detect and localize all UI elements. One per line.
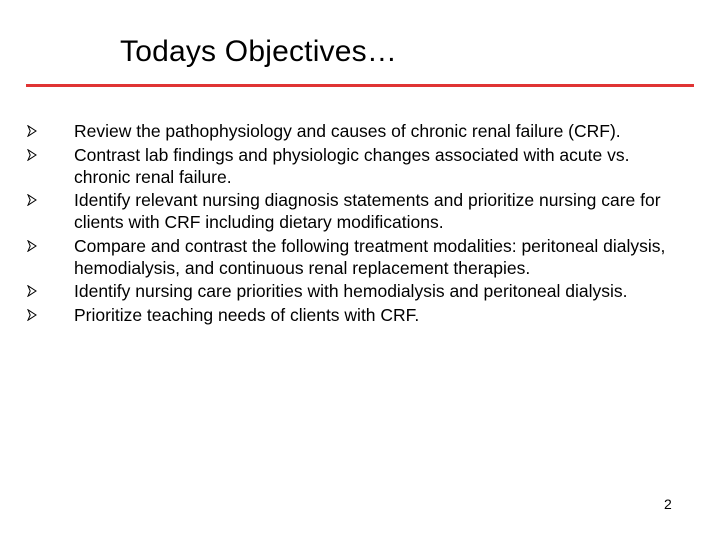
list-item	[0, 280, 674, 302]
arrowhead-bullet-icon	[27, 309, 37, 321]
arrowhead-bullet-icon	[27, 285, 37, 297]
title-divider	[26, 84, 694, 87]
page-number: 2	[664, 496, 672, 512]
bullet-text: Identify nursing care priorities with hemodialysis and peritoneal dialysis.	[74, 281, 628, 301]
bullet-text: Identify relevant nursing diagnosis statements and prioritize nursing care for clients with CRF including dietary modifications.	[74, 190, 661, 232]
bullet-text: Prioritize teaching needs of clients with CRF.	[74, 304, 420, 325]
bullet-text: Compare and contrast the following treatment modalities: peritoneal dialysis, hemodialysis, and continuous renal replacement therapies.	[74, 235, 666, 278]
list-item	[0, 304, 674, 326]
arrowhead-bullet-icon	[27, 149, 37, 161]
bullet-text: Review the pathophysiology and causes of chronic renal failure (CRF).	[74, 121, 621, 141]
objectives-list	[0, 120, 720, 327]
list-item	[0, 144, 674, 188]
arrowhead-bullet-icon	[27, 194, 37, 206]
bullet-text: Contrast lab findings and physiologic changes associated with acute vs. chronic renal failure.	[74, 144, 630, 187]
slide-title: Todays Objectives…	[120, 35, 398, 68]
arrowhead-bullet-icon	[27, 125, 37, 137]
list-item	[0, 189, 674, 233]
arrowhead-bullet-icon	[27, 240, 37, 252]
list-item	[0, 120, 674, 142]
list-item	[0, 235, 674, 279]
